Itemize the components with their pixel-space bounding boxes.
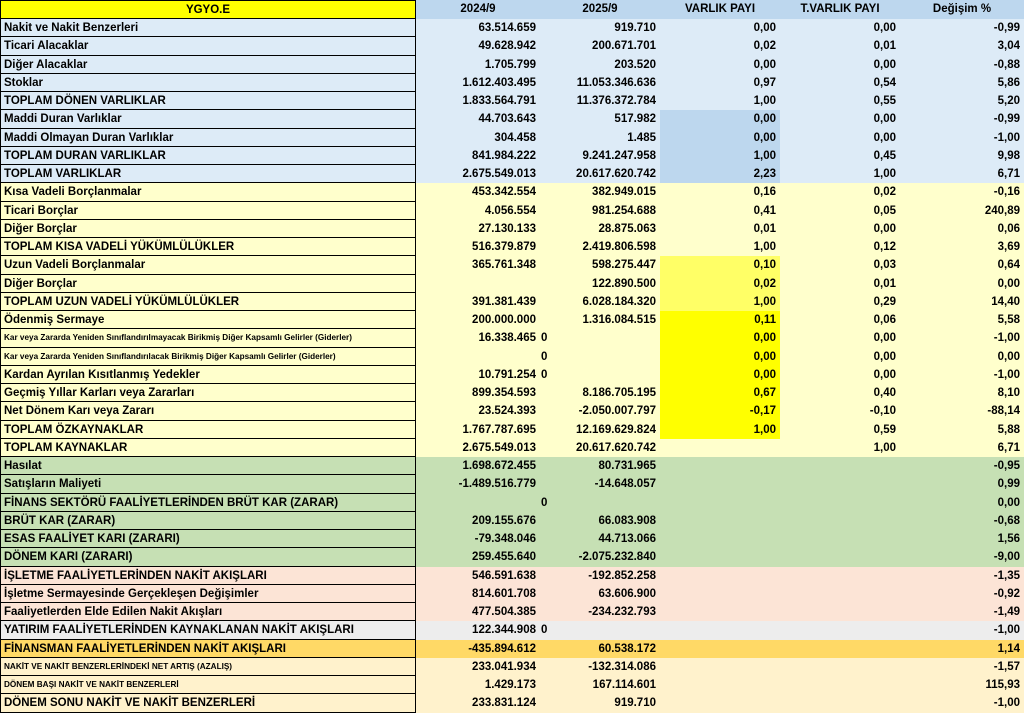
table-row <box>0 329 1024 347</box>
value-2025-9[interactable]: -2.075.232.840 <box>540 548 660 566</box>
t-varlik-payi-value[interactable]: 0,12 <box>780 238 900 256</box>
value-2024-9[interactable]: 27.130.133 <box>416 220 540 238</box>
varlik-payi-value[interactable]: 2,23 <box>660 165 780 183</box>
table-row <box>0 439 1024 457</box>
row-label[interactable]: TOPLAM DÖNEN VARLIKLAR <box>0 92 416 110</box>
value-2025-9[interactable]: 20.617.620.742 <box>540 439 660 457</box>
degisim-value[interactable]: -1,00 <box>900 621 1024 639</box>
value-2024-9[interactable]: 49.628.942 <box>416 37 540 55</box>
t-varlik-payi-value[interactable] <box>780 658 900 676</box>
t-varlik-payi-value[interactable]: 1,00 <box>780 439 900 457</box>
t-varlik-payi-value[interactable]: 0,02 <box>780 183 900 201</box>
row-label[interactable]: Faaliyetlerden Elde Edilen Nakit Akışları <box>0 603 416 621</box>
varlik-payi-value[interactable]: 1,00 <box>660 238 780 256</box>
t-varlik-payi-value[interactable]: 0,01 <box>780 275 900 293</box>
value-2024-9[interactable]: -79.348.046 <box>416 530 540 548</box>
value-2025-9[interactable]: 1.316.084.515 <box>540 311 660 329</box>
varlik-payi-value[interactable]: 0,00 <box>660 366 780 384</box>
table-row <box>0 147 1024 165</box>
varlik-payi-value[interactable] <box>660 439 780 457</box>
row-label[interactable]: TOPLAM DURAN VARLIKLAR <box>0 147 416 165</box>
varlik-payi-value[interactable] <box>660 585 780 603</box>
t-varlik-payi-value[interactable]: 0,06 <box>780 311 900 329</box>
varlik-payi-value[interactable]: 0,00 <box>660 129 780 147</box>
table-row <box>0 202 1024 220</box>
value-2025-9[interactable] <box>540 621 660 639</box>
table-row <box>0 19 1024 37</box>
t-varlik-payi-value[interactable] <box>780 621 900 639</box>
varlik-payi-value[interactable] <box>660 457 780 475</box>
zero-marker: 0 <box>541 496 548 509</box>
varlik-payi-value[interactable]: -0,17 <box>660 402 780 420</box>
t-varlik-payi-value[interactable]: 0,54 <box>780 74 900 92</box>
table-row <box>0 694 1024 712</box>
degisim-value[interactable]: -1,49 <box>900 603 1024 621</box>
value-2025-9[interactable] <box>540 348 660 366</box>
value-2025-9[interactable]: -2.050.007.797 <box>540 402 660 420</box>
row-label[interactable]: İşletme Sermayesinde Gerçekleşen Değişimler <box>0 585 416 603</box>
table-row <box>0 676 1024 694</box>
row-label[interactable]: Kar veya Zararda Yeniden Sınıflandırılacak Birikmiş Diğer Kapsamlı Gelirler (Giderler) <box>0 348 416 366</box>
varlik-payi-value[interactable]: 0,00 <box>660 329 780 347</box>
t-varlik-payi-value[interactable]: 0,59 <box>780 421 900 439</box>
value-2024-9[interactable]: 259.455.640 <box>416 548 540 566</box>
row-label[interactable]: İŞLETME FAALİYETLERİNDEN NAKİT AKIŞLARI <box>0 567 416 585</box>
value-2025-9[interactable]: 8.186.705.195 <box>540 384 660 402</box>
zero-marker: 0 <box>541 368 548 381</box>
value-2024-9[interactable]: 1.705.799 <box>416 56 540 74</box>
varlik-payi-value[interactable]: 0,00 <box>660 19 780 37</box>
value-2024-9[interactable]: 1.429.173 <box>416 676 540 694</box>
value-2025-9[interactable]: 66.083.908 <box>540 512 660 530</box>
table-row <box>0 475 1024 493</box>
row-label[interactable]: Hasılat <box>0 457 416 475</box>
degisim-value[interactable]: -0,88 <box>900 56 1024 74</box>
table-row <box>0 293 1024 311</box>
table-row <box>0 548 1024 566</box>
row-label[interactable]: YATIRIM FAALİYETLERİNDEN KAYNAKLANAN NAKİT AKIŞLARI <box>0 621 416 639</box>
varlik-payi-value[interactable]: 1,00 <box>660 421 780 439</box>
varlik-payi-value[interactable]: 1,00 <box>660 293 780 311</box>
table-row <box>0 658 1024 676</box>
degisim-value[interactable]: 5,88 <box>900 421 1024 439</box>
value-2024-9[interactable]: 365.761.348 <box>416 256 540 274</box>
varlik-payi-value[interactable]: 0,00 <box>660 110 780 128</box>
varlik-payi-value[interactable] <box>660 640 780 658</box>
degisim-value[interactable]: 3,04 <box>900 37 1024 55</box>
row-label[interactable]: Geçmiş Yıllar Karları veya Zararları <box>0 384 416 402</box>
row-label[interactable]: TOPLAM KAYNAKLAR <box>0 439 416 457</box>
value-2024-9[interactable]: 516.379.879 <box>416 238 540 256</box>
t-varlik-payi-value[interactable] <box>780 457 900 475</box>
row-label[interactable]: DÖNEM KARI (ZARARI) <box>0 548 416 566</box>
degisim-value[interactable]: -0,99 <box>900 110 1024 128</box>
zero-marker: 0 <box>541 332 548 345</box>
varlik-payi-value[interactable]: 0,97 <box>660 74 780 92</box>
varlik-payi-value[interactable]: 0,00 <box>660 348 780 366</box>
table-row <box>0 256 1024 274</box>
row-label[interactable]: Maddi Duran Varlıklar <box>0 110 416 128</box>
t-varlik-payi-value[interactable]: 0,00 <box>780 220 900 238</box>
row-label[interactable]: Ödenmiş Sermaye <box>0 311 416 329</box>
table-row <box>0 567 1024 585</box>
varlik-payi-value[interactable] <box>660 676 780 694</box>
degisim-value[interactable]: 5,58 <box>900 311 1024 329</box>
value-2024-9[interactable]: 63.514.659 <box>416 19 540 37</box>
varlik-payi-value[interactable] <box>660 603 780 621</box>
t-varlik-payi-value[interactable]: 0,00 <box>780 129 900 147</box>
table-row <box>0 129 1024 147</box>
degisim-value[interactable]: 1,14 <box>900 640 1024 658</box>
row-label[interactable]: Ticari Borçlar <box>0 202 416 220</box>
table-row <box>0 74 1024 92</box>
table-row <box>0 366 1024 384</box>
value-2025-9[interactable]: 598.275.447 <box>540 256 660 274</box>
degisim-value[interactable]: -1,00 <box>900 329 1024 347</box>
t-varlik-payi-value[interactable]: 0,40 <box>780 384 900 402</box>
t-varlik-payi-value[interactable] <box>780 567 900 585</box>
row-label[interactable]: DÖNEM BAŞI NAKİT VE NAKİT BENZERLERİ <box>0 676 416 694</box>
t-varlik-payi-value[interactable]: 0,00 <box>780 56 900 74</box>
value-2024-9[interactable]: 391.381.439 <box>416 293 540 311</box>
degisim-value[interactable]: 3,69 <box>900 238 1024 256</box>
varlik-payi-value[interactable] <box>660 530 780 548</box>
varlik-payi-value[interactable]: 0,00 <box>660 56 780 74</box>
varlik-payi-value[interactable]: 0,41 <box>660 202 780 220</box>
value-2024-9[interactable]: 841.984.222 <box>416 147 540 165</box>
t-varlik-payi-value[interactable] <box>780 694 900 712</box>
row-label[interactable]: Diğer Borçlar <box>0 220 416 238</box>
row-label[interactable]: Nakit ve Nakit Benzerleri <box>0 19 416 37</box>
ticker-cell[interactable]: YGYO.E <box>0 0 416 19</box>
table-row <box>0 275 1024 293</box>
value-2025-9[interactable]: -14.648.057 <box>540 475 660 493</box>
t-varlik-payi-value[interactable]: 0,00 <box>780 19 900 37</box>
zero-marker: 0 <box>541 350 548 363</box>
degisim-value[interactable]: -88,14 <box>900 402 1024 420</box>
degisim-value[interactable]: -1,00 <box>900 366 1024 384</box>
degisim-value[interactable]: 14,40 <box>900 293 1024 311</box>
degisim-value[interactable]: 240,89 <box>900 202 1024 220</box>
table-row <box>0 494 1024 512</box>
degisim-value[interactable]: 0,00 <box>900 275 1024 293</box>
degisim-value[interactable]: 0,99 <box>900 475 1024 493</box>
row-label[interactable]: BRÜT KAR (ZARAR) <box>0 512 416 530</box>
value-2025-9[interactable]: 382.949.015 <box>540 183 660 201</box>
degisim-value[interactable]: -9,00 <box>900 548 1024 566</box>
value-2025-9[interactable]: 200.671.701 <box>540 37 660 55</box>
table-row <box>0 183 1024 201</box>
degisim-value[interactable]: 9,98 <box>900 147 1024 165</box>
varlik-payi-value[interactable] <box>660 567 780 585</box>
t-varlik-payi-value[interactable] <box>780 548 900 566</box>
row-label[interactable]: NAKİT VE NAKİT BENZERLERİNDEKİ NET ARTIŞ (AZALIŞ) <box>0 658 416 676</box>
table-row <box>0 238 1024 256</box>
value-2024-9[interactable]: 2.675.549.013 <box>416 439 540 457</box>
row-label[interactable]: TOPLAM KISA VADELİ YÜKÜMLÜLÜKLER <box>0 238 416 256</box>
degisim-value[interactable]: 0,00 <box>900 494 1024 512</box>
t-varlik-payi-value[interactable] <box>780 603 900 621</box>
table-row <box>0 585 1024 603</box>
value-2025-9[interactable]: 1.485 <box>540 129 660 147</box>
varlik-payi-value[interactable]: 0,01 <box>660 220 780 238</box>
value-2025-9[interactable]: -132.314.086 <box>540 658 660 676</box>
value-2024-9[interactable]: 2.675.549.013 <box>416 165 540 183</box>
row-label[interactable]: Satışların Maliyeti <box>0 475 416 493</box>
degisim-value[interactable]: -0,68 <box>900 512 1024 530</box>
varlik-payi-value[interactable]: 0,67 <box>660 384 780 402</box>
varlik-payi-value[interactable]: 0,16 <box>660 183 780 201</box>
value-2024-9[interactable]: 546.591.638 <box>416 567 540 585</box>
header-varlik-payi[interactable]: VARLIK PAYI <box>660 0 780 19</box>
value-2025-9[interactable] <box>540 494 660 512</box>
row-label[interactable]: Stoklar <box>0 74 416 92</box>
varlik-payi-value[interactable]: 0,11 <box>660 311 780 329</box>
row-label[interactable]: FİNANSMAN FAALİYETLERİNDEN NAKİT AKIŞLARI <box>0 640 416 658</box>
varlik-payi-value[interactable] <box>660 475 780 493</box>
table-row <box>0 220 1024 238</box>
value-2025-9[interactable]: 60.538.172 <box>540 640 660 658</box>
t-varlik-payi-value[interactable] <box>780 512 900 530</box>
row-label[interactable]: TOPLAM UZUN VADELİ YÜKÜMLÜLÜKLER <box>0 293 416 311</box>
row-label[interactable]: DÖNEM SONU NAKİT VE NAKİT BENZERLERİ <box>0 694 416 712</box>
value-2025-9[interactable] <box>540 329 660 347</box>
value-2024-9[interactable]: 4.056.554 <box>416 202 540 220</box>
table-row <box>0 56 1024 74</box>
table-row <box>0 421 1024 439</box>
value-2025-9[interactable]: 203.520 <box>540 56 660 74</box>
row-label[interactable]: TOPLAM ÖZKAYNAKLAR <box>0 421 416 439</box>
t-varlik-payi-value[interactable]: 0,00 <box>780 329 900 347</box>
t-varlik-payi-value[interactable] <box>780 676 900 694</box>
row-label[interactable]: Diğer Borçlar <box>0 275 416 293</box>
table-row <box>0 311 1024 329</box>
value-2025-9[interactable]: 28.875.063 <box>540 220 660 238</box>
value-2024-9[interactable]: 1.612.403.495 <box>416 74 540 92</box>
value-2024-9[interactable]: 122.344.908 <box>416 621 540 639</box>
t-varlik-payi-value[interactable]: 0,05 <box>780 202 900 220</box>
t-varlik-payi-value[interactable]: 0,03 <box>780 256 900 274</box>
value-2025-9[interactable]: 12.169.629.824 <box>540 421 660 439</box>
table-row <box>0 603 1024 621</box>
degisim-value[interactable]: 1,56 <box>900 530 1024 548</box>
table-row <box>0 110 1024 128</box>
value-2024-9[interactable]: 10.791.254 <box>416 366 540 384</box>
varlik-payi-value[interactable]: 0,02 <box>660 37 780 55</box>
degisim-value[interactable]: 0,06 <box>900 220 1024 238</box>
degisim-value[interactable]: 6,71 <box>900 165 1024 183</box>
row-label[interactable]: Diğer Alacaklar <box>0 56 416 74</box>
t-varlik-payi-value[interactable]: 0,00 <box>780 348 900 366</box>
degisim-value[interactable]: 5,20 <box>900 92 1024 110</box>
varlik-payi-value[interactable] <box>660 494 780 512</box>
varlik-payi-value[interactable] <box>660 512 780 530</box>
value-2025-9[interactable]: 20.617.620.742 <box>540 165 660 183</box>
t-varlik-payi-value[interactable]: 0,45 <box>780 147 900 165</box>
value-2024-9[interactable]: 233.041.934 <box>416 658 540 676</box>
degisim-value[interactable]: -0,95 <box>900 457 1024 475</box>
degisim-value[interactable]: 6,71 <box>900 439 1024 457</box>
table-row <box>0 348 1024 366</box>
varlik-payi-value[interactable]: 0,02 <box>660 275 780 293</box>
degisim-value[interactable]: -0,92 <box>900 585 1024 603</box>
degisim-value[interactable]: 5,86 <box>900 74 1024 92</box>
value-2024-9[interactable] <box>416 275 540 293</box>
value-2024-9[interactable] <box>416 494 540 512</box>
table-row <box>0 384 1024 402</box>
row-label[interactable]: FİNANS SEKTÖRÜ FAALİYETLERİNDEN BRÜT KAR (ZARAR) <box>0 494 416 512</box>
value-2025-9[interactable]: 981.254.688 <box>540 202 660 220</box>
value-2024-9[interactable]: 1.698.672.455 <box>416 457 540 475</box>
degisim-value[interactable]: 0,64 <box>900 256 1024 274</box>
value-2024-9[interactable]: 453.342.554 <box>416 183 540 201</box>
header-2024-9[interactable]: 2024/9 <box>416 0 540 19</box>
degisim-value[interactable]: 0,00 <box>900 348 1024 366</box>
table-row <box>0 457 1024 475</box>
value-2024-9[interactable]: 1.767.787.695 <box>416 421 540 439</box>
value-2025-9[interactable]: 919.710 <box>540 694 660 712</box>
value-2025-9[interactable]: -234.232.793 <box>540 603 660 621</box>
table-row <box>0 621 1024 639</box>
varlik-payi-value[interactable] <box>660 658 780 676</box>
t-varlik-payi-value[interactable]: -0,10 <box>780 402 900 420</box>
degisim-value[interactable]: -1,00 <box>900 129 1024 147</box>
value-2025-9[interactable]: -192.852.258 <box>540 567 660 585</box>
row-label[interactable]: Net Dönem Karı veya Zararı <box>0 402 416 420</box>
value-2024-9[interactable]: 200.000.000 <box>416 311 540 329</box>
row-label[interactable]: TOPLAM VARLIKLAR <box>0 165 416 183</box>
t-varlik-payi-value[interactable]: 0,01 <box>780 37 900 55</box>
t-varlik-payi-value[interactable] <box>780 640 900 658</box>
value-2025-9[interactable]: 122.890.500 <box>540 275 660 293</box>
t-varlik-payi-value[interactable]: 0,00 <box>780 366 900 384</box>
value-2025-9[interactable]: 44.713.066 <box>540 530 660 548</box>
t-varlik-payi-value[interactable]: 1,00 <box>780 165 900 183</box>
zero-marker: 0 <box>541 624 548 637</box>
table-row <box>0 165 1024 183</box>
varlik-payi-value[interactable]: 1,00 <box>660 147 780 165</box>
table-row <box>0 92 1024 110</box>
header-row <box>0 0 1024 19</box>
table-row <box>0 37 1024 55</box>
t-varlik-payi-value[interactable] <box>780 530 900 548</box>
value-2025-9[interactable]: 9.241.247.958 <box>540 147 660 165</box>
value-2024-9[interactable]: 16.338.465 <box>416 329 540 347</box>
value-2025-9[interactable]: 63.606.900 <box>540 585 660 603</box>
value-2024-9[interactable]: 44.703.643 <box>416 110 540 128</box>
table-row <box>0 512 1024 530</box>
degisim-value[interactable]: -1,35 <box>900 567 1024 585</box>
row-label[interactable]: ESAS FAALİYET KARI (ZARARI) <box>0 530 416 548</box>
varlik-payi-value[interactable]: 1,00 <box>660 92 780 110</box>
degisim-value[interactable]: -1,00 <box>900 694 1024 712</box>
table-row <box>0 402 1024 420</box>
t-varlik-payi-value[interactable] <box>780 585 900 603</box>
t-varlik-payi-value[interactable]: 0,00 <box>780 110 900 128</box>
value-2024-9[interactable]: 1.833.564.791 <box>416 92 540 110</box>
value-2025-9[interactable]: 80.731.965 <box>540 457 660 475</box>
value-2024-9[interactable]: 814.601.708 <box>416 585 540 603</box>
row-label[interactable]: Kardan Ayrılan Kısıtlanmış Yedekler <box>0 366 416 384</box>
degisim-value[interactable]: -0,99 <box>900 19 1024 37</box>
value-2024-9[interactable]: 209.155.676 <box>416 512 540 530</box>
degisim-value[interactable]: 115,93 <box>900 676 1024 694</box>
value-2025-9[interactable]: 6.028.184.320 <box>540 293 660 311</box>
value-2024-9[interactable]: 899.354.593 <box>416 384 540 402</box>
value-2024-9[interactable]: -435.894.612 <box>416 640 540 658</box>
degisim-value[interactable]: -1,57 <box>900 658 1024 676</box>
value-2024-9[interactable]: -1.489.516.779 <box>416 475 540 493</box>
varlik-payi-value[interactable] <box>660 621 780 639</box>
table-row <box>0 530 1024 548</box>
value-2025-9[interactable]: 167.114.601 <box>540 676 660 694</box>
value-2025-9[interactable]: 11.376.372.784 <box>540 92 660 110</box>
t-varlik-payi-value[interactable]: 0,55 <box>780 92 900 110</box>
value-2024-9[interactable]: 23.524.393 <box>416 402 540 420</box>
row-label[interactable]: Ticari Alacaklar <box>0 37 416 55</box>
row-label[interactable]: Uzun Vadeli Borçlanmalar <box>0 256 416 274</box>
varlik-payi-value[interactable] <box>660 694 780 712</box>
degisim-value[interactable]: -0,16 <box>900 183 1024 201</box>
degisim-value[interactable]: 8,10 <box>900 384 1024 402</box>
t-varlik-payi-value[interactable]: 0,29 <box>780 293 900 311</box>
value-2024-9[interactable] <box>416 348 540 366</box>
value-2025-9[interactable]: 919.710 <box>540 19 660 37</box>
t-varlik-payi-value[interactable] <box>780 475 900 493</box>
value-2024-9[interactable]: 233.831.124 <box>416 694 540 712</box>
header-t-varlik-payi[interactable]: T.VARLIK PAYI <box>780 0 900 19</box>
varlik-payi-value[interactable] <box>660 548 780 566</box>
t-varlik-payi-value[interactable] <box>780 494 900 512</box>
value-2025-9[interactable]: 11.053.346.636 <box>540 74 660 92</box>
value-2024-9[interactable]: 477.504.385 <box>416 603 540 621</box>
value-2024-9[interactable]: 304.458 <box>416 129 540 147</box>
header-2025-9[interactable]: 2025/9 <box>540 0 660 19</box>
header-degisim[interactable]: Değişim % <box>900 0 1024 19</box>
table-row <box>0 640 1024 658</box>
value-2025-9[interactable]: 517.982 <box>540 110 660 128</box>
row-label[interactable]: Kısa Vadeli Borçlanmalar <box>0 183 416 201</box>
varlik-payi-value[interactable]: 0,10 <box>660 256 780 274</box>
row-label[interactable]: Maddi Olmayan Duran Varlıklar <box>0 129 416 147</box>
row-label[interactable]: Kar veya Zararda Yeniden Sınıflandırılmayacak Birikmiş Diğer Kapsamlı Gelirler (Giderler) <box>0 329 416 347</box>
value-2025-9[interactable]: 2.419.806.598 <box>540 238 660 256</box>
value-2025-9[interactable] <box>540 366 660 384</box>
